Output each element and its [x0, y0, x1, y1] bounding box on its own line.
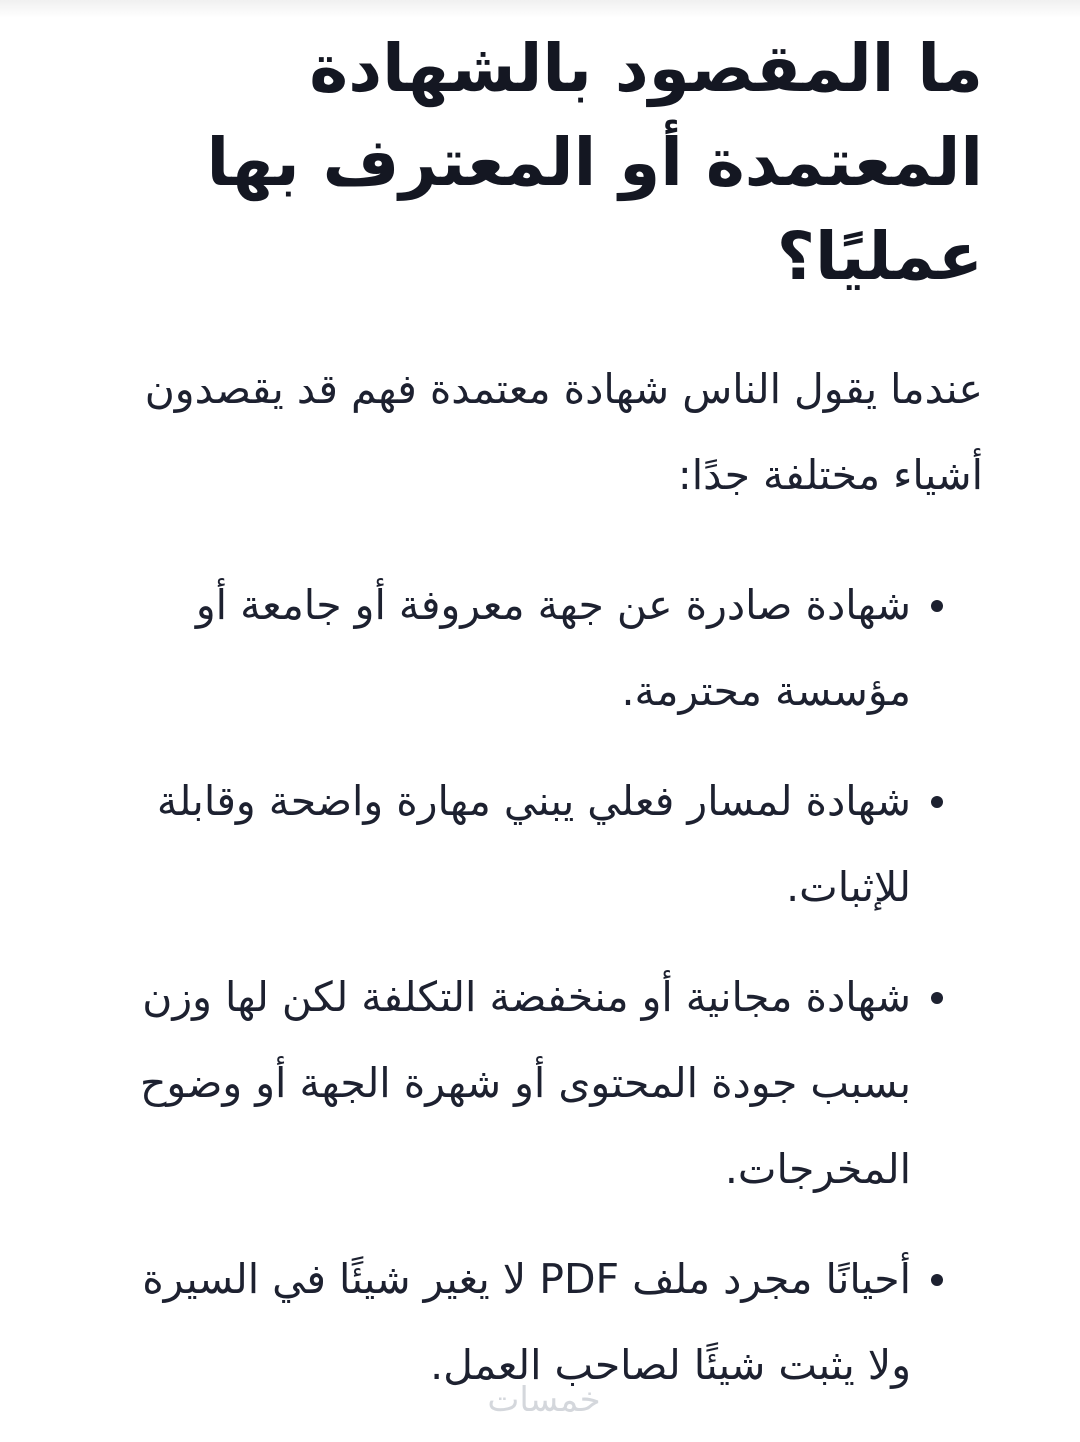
- intro-paragraph: عندما يقول الناس شهادة معتمدة فهم قد يقصدون أشياء مختلفة جدًا:: [144, 365, 983, 499]
- list-item-text: أحيانًا مجرد ملف PDF لا يغير شيئًا في السيرة ولا يثبت شيئًا لصاحب العمل.: [142, 1255, 911, 1389]
- bullet-dot-icon: [931, 992, 943, 1004]
- bullet-dot-icon: [931, 1274, 943, 1286]
- list-item-text: شهادة لمسار فعلي يبني مهارة واضحة وقابلة للإثبات.: [156, 777, 911, 911]
- bullet-dot-icon: [931, 796, 943, 808]
- list-item: [108, 758, 983, 930]
- list-item: [108, 954, 983, 1212]
- bullet-list: [108, 562, 983, 1408]
- list-item-text: شهادة صادرة عن جهة معروفة أو جامعة أو مؤسسة محترمة.: [195, 581, 911, 715]
- article-heading: ما المقصود بالشهادة المعتمدة أو المعترف بها عمليًا؟: [206, 30, 983, 295]
- bullet-dot-icon: [931, 600, 943, 612]
- list-item-text: شهادة مجانية أو منخفضة التكلفة لكن لها وزن بسبب جودة المحتوى أو شهرة الجهة أو وضوح المخرجات.: [139, 973, 911, 1193]
- site-watermark: خمسات: [487, 1380, 601, 1420]
- list-item: [108, 562, 983, 734]
